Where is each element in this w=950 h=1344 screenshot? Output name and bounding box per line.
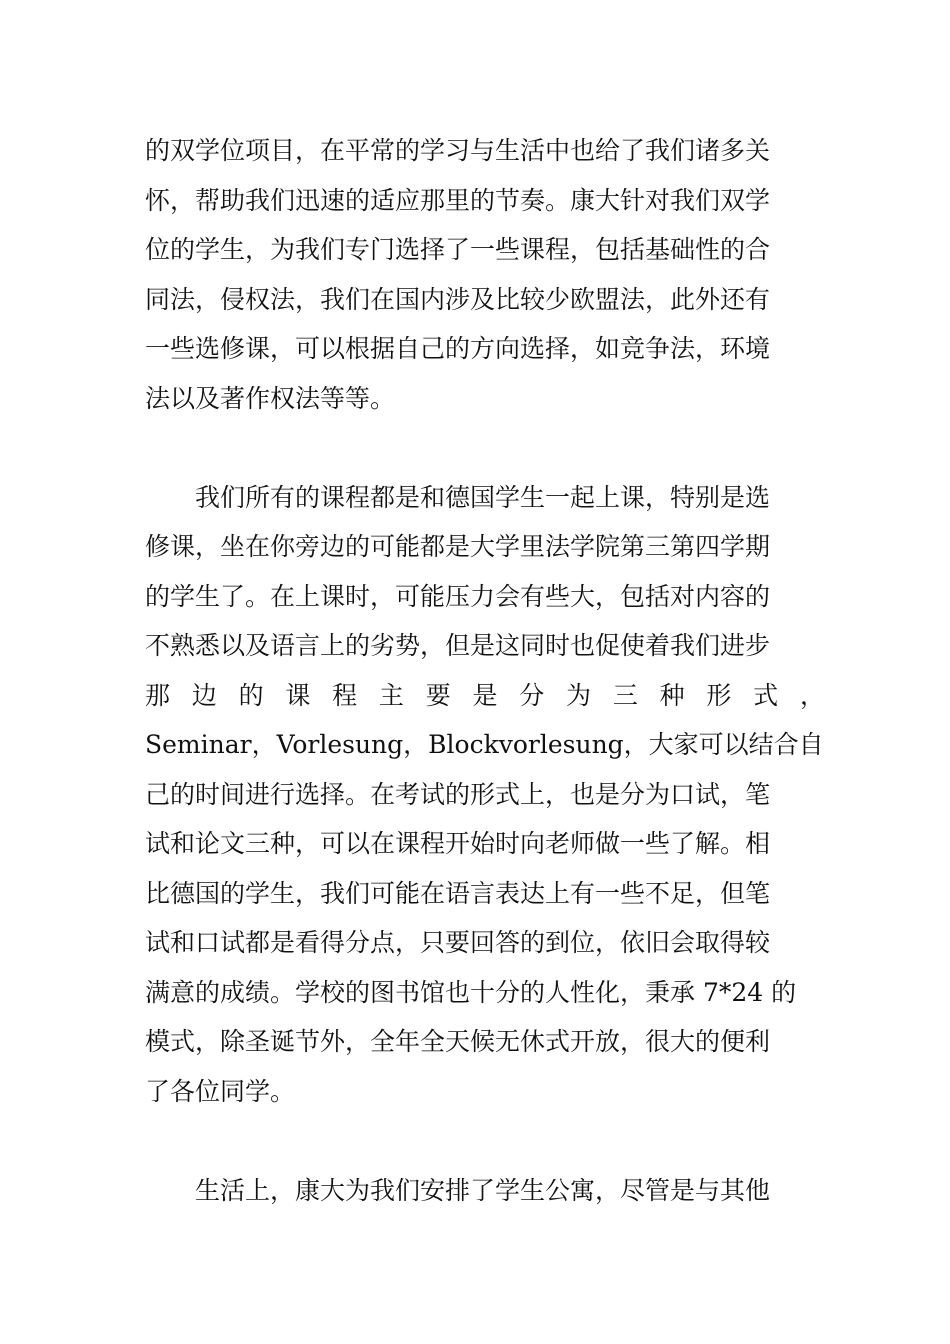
text-line: 怀，帮助我们迅速的适应那里的节奏。康大针对我们双学 [145, 185, 771, 215]
text-line: 满意的成绩。学校的图书馆也十分的人性化，秉承 7*24 的 [145, 977, 797, 1007]
spread-char: 课 [285, 680, 311, 710]
spread-char: 是 [472, 680, 498, 710]
spread-char: 边 [191, 680, 217, 710]
text-line: 我们所有的课程都是和德国学生一起上课，特别是选 [145, 482, 771, 512]
text-line: 一些选修课，可以根据自己的方向选择，如竞争法，环境 [145, 334, 771, 363]
text-line: 比德国的学生，我们可能在语言表达上有一些不足，但笔 [145, 878, 771, 908]
spread-char: 主 [378, 680, 404, 710]
spread-char: 要 [425, 680, 451, 710]
spread-char: 式 [753, 680, 779, 710]
document-body [145, 126, 825, 1215]
spread-char: 为 [566, 680, 592, 710]
text-line: 试和口试都是看得分点，只要回答的到位，依旧会取得较 [145, 928, 771, 957]
paragraph-spacer [145, 423, 825, 473]
text-line: 不熟悉以及语言上的劣势，但是这同时也促使着我们进步 [145, 631, 771, 660]
text-line: 修课，坐在你旁边的可能都是大学里法学院第三第四学期 [145, 532, 771, 561]
paragraph-spacer [145, 1116, 825, 1166]
spread-char: 程 [332, 680, 358, 710]
spread-char: 分 [519, 680, 545, 710]
spread-char: 的 [238, 680, 264, 710]
text-line: 的双学位项目，在平常的学习与生活中也给了我们诸多关 [145, 136, 771, 165]
text-line: 的学生了。在上课时，可能压力会有些大，包括对内容的 [145, 581, 771, 611]
text-line: 了各位同学。 [145, 1076, 296, 1106]
spread-char: 那 [145, 680, 171, 710]
text-line: 法以及著作权法等等。 [145, 383, 396, 413]
spread-char: 三 [612, 680, 638, 710]
text-line: 同法，侵权法，我们在国内涉及比较少欧盟法，此外还有 [145, 284, 771, 314]
text-line: 己的时间进行选择。在考试的形式上，也是分为口试，笔 [145, 779, 771, 809]
text-line: 生活上，康大为我们安排了学生公寓，尽管是与其他 [145, 1175, 771, 1205]
text-line: Seminar，Vorlesung，Blockvorlesung，大家可以结合自 [145, 730, 824, 759]
paragraph-1 [145, 126, 825, 423]
spread-char: 形 [706, 680, 732, 710]
text-line: 模式，除圣诞节外，全年全天候无休式开放，很大的便利 [145, 1027, 771, 1056]
text-line: 试和论文三种，可以在课程开始时向老师做一些了解。相 [145, 829, 771, 858]
spread-char: ， [799, 680, 825, 710]
paragraph-2 [145, 473, 825, 1117]
spread-text-line [145, 671, 825, 721]
spread-char: 种 [659, 680, 685, 710]
paragraph-3 [145, 1166, 825, 1216]
text-line: 位的学生，为我们专门选择了一些课程，包括基础性的合 [145, 235, 771, 264]
